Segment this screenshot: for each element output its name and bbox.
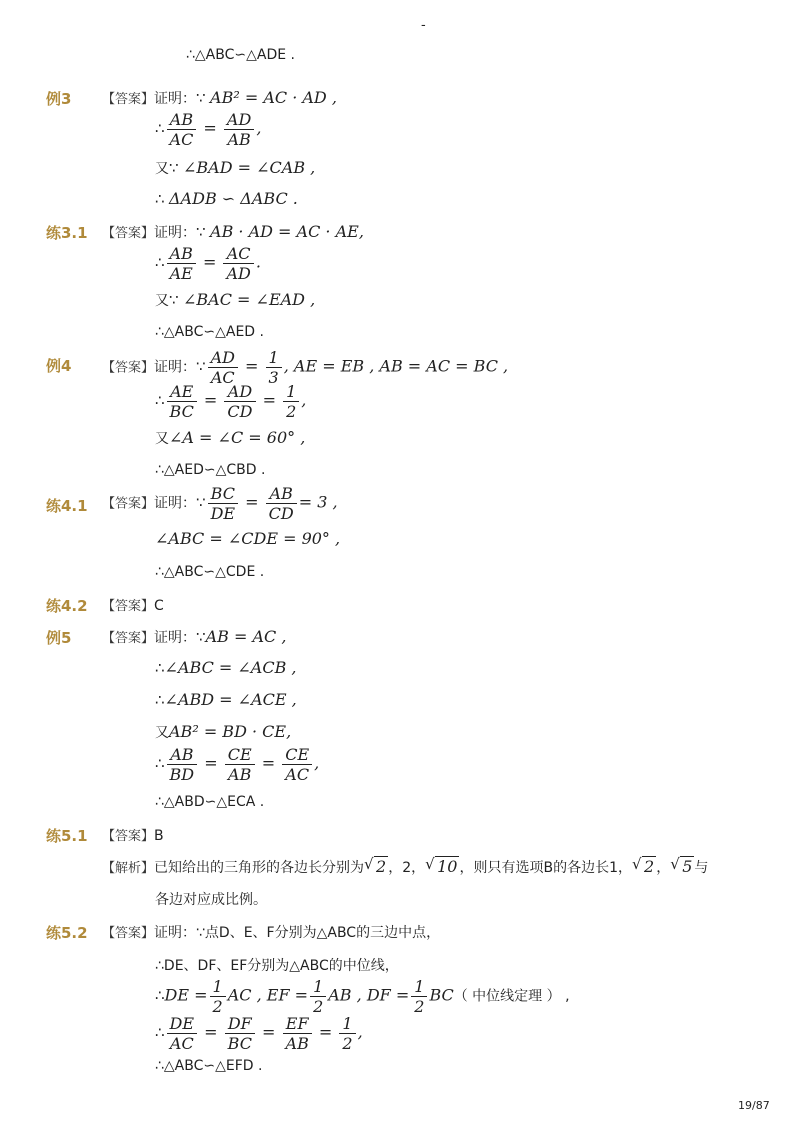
- ex31-line1: 【答案】证明：∵ AB · AD = AC · AE,: [102, 222, 364, 241]
- top-conclusion: ∴△ABC∽△ADE .: [186, 47, 295, 63]
- ex52-frac-d: $\frac{1}{2}$: [339, 1014, 355, 1053]
- ex3-label: 例3: [46, 90, 72, 108]
- ex4-line4: ∴△AED∽△CBD .: [155, 462, 266, 478]
- ex41-line1: 【答案】证明：∵ $\frac{BC}{DE}$ = $\frac{AB}{CD}$ = 3 ,: [102, 484, 338, 523]
- proof-word: 证明：: [154, 91, 197, 107]
- ex41-line2: ∠ABC = ∠CDE = 90° ,: [155, 529, 341, 548]
- ex5-frac-b: $\frac{CE}{AB}$: [225, 745, 255, 784]
- sqrt-10: √ 10: [425, 855, 458, 876]
- sqrt-5: √ 5: [670, 855, 693, 876]
- page-number: 19/87: [738, 1099, 770, 1112]
- ex41-frac-b: $\frac{AB}{CD}$: [266, 484, 297, 523]
- ex5-line5: ∴ $\frac{AB}{BD}$ = $\frac{CE}{AB}$ = $\frac{CE}{AC}$ ,: [155, 745, 320, 784]
- answer-tag: 【答案】: [102, 92, 155, 107]
- ex52-half-1: $\frac{1}{2}$: [210, 977, 226, 1016]
- ex41-frac-a: $\frac{BC}{DE}$: [208, 484, 239, 523]
- ex3-line3: 又∵ ∠BAD = ∠CAB ,: [155, 158, 316, 177]
- ex5-line2: ∴∠ABC = ∠ACB ,: [155, 658, 297, 677]
- therefore-symbol: ∴: [155, 119, 165, 138]
- ex52-half-2: $\frac{1}{2}$: [310, 977, 326, 1016]
- analysis-tag: 【解析】: [102, 861, 155, 876]
- ex3-line2: ∴ $\frac{AB}{AC}$ = $\frac{AD}{AB}$ ,: [155, 110, 262, 149]
- ex4-line2: ∴ $\frac{AE}{BC}$ = $\frac{AD}{CD}$ = $\frac{1}{2}$ ,: [155, 382, 307, 421]
- ex5-frac-a: $\frac{AB}{BD}$: [167, 745, 198, 784]
- ex42-label: 练4.2: [46, 597, 88, 615]
- ex4-label: 例4: [46, 357, 72, 375]
- ex4-line1: 【答案】证明：∵ $\frac{AD}{AC}$ = $\frac{1}{3}$ , AE = EB , AB = AC = BC ,: [102, 348, 509, 387]
- ex5-line6: ∴△ABD∽△ECA .: [155, 794, 265, 810]
- ex52-half-3: $\frac{1}{2}$: [411, 977, 427, 1016]
- ex51-analysis-line2: 各边对应成比例。: [155, 892, 267, 908]
- ex52-line5: ∴△ABC∽△EFD .: [155, 1058, 263, 1074]
- ex3-frac-right: $\frac{AD}{AB}$: [224, 110, 254, 149]
- ex3-frac-left: $\frac{AB}{AC}$: [167, 110, 197, 149]
- ex41-line3: ∴△ABC∽△CDE .: [155, 564, 265, 580]
- ex4-frac-d: $\frac{AD}{CD}$: [224, 382, 255, 421]
- ex42-line1: 【答案】C: [102, 598, 164, 614]
- ex4-frac-c: $\frac{AE}{BC}$: [167, 382, 197, 421]
- ex41-label: 练4.1: [46, 497, 88, 515]
- ex52-line3: ∴DE = $\frac{1}{2}$ AC , EF = $\frac{1}{2}$ AB , DF = $\frac{1}{2}$ BC（ 中位线定理 ） ,: [155, 977, 570, 1016]
- ex52-frac-c: $\frac{EF}{AB}$: [283, 1014, 312, 1053]
- ex5-line4: 又AB² = BD · CE,: [155, 722, 292, 741]
- ex52-line2: ∴DE、DF、EF分别为△ABC的中位线，: [155, 958, 399, 974]
- ex5-line3: ∴∠ABD = ∠ACE ,: [155, 690, 297, 709]
- ex3-eq1: AB² = AC · AD ,: [210, 88, 337, 107]
- ex31-frac-right: $\frac{AC}{AD}$: [223, 244, 253, 283]
- ex51-analysis: 【解析】已知给出的三角形的各边长分别为 √ 2 ，2， √ 10 ，则只有选项B的各边长1， √ 2 ， √ 5 与: [102, 855, 709, 876]
- ex4-frac-e: $\frac{1}{2}$: [283, 382, 299, 421]
- ex31-frac-left: $\frac{AB}{AE}$: [167, 244, 196, 283]
- ex52-frac-b: $\frac{DF}{BC}$: [225, 1014, 255, 1053]
- ex52-label: 练5.2: [46, 924, 88, 942]
- ex51-line1: 【答案】B: [102, 828, 164, 844]
- ex4-frac-b: $\frac{1}{3}$: [266, 348, 282, 387]
- ex4-frac-a: $\frac{AD}{AC}$: [208, 348, 238, 387]
- because-symbol: ∵: [196, 89, 206, 107]
- ex31-line2: ∴ $\frac{AB}{AE}$ = $\frac{AC}{AD}$ .: [155, 244, 261, 283]
- ex5-frac-c: $\frac{CE}{AC}$: [282, 745, 312, 784]
- ex52-line4: ∴ $\frac{DE}{AC}$ = $\frac{DF}{BC}$ = $\frac{EF}{AB}$ = $\frac{1}{2}$ ,: [155, 1014, 363, 1053]
- ex51-label: 练5.1: [46, 827, 88, 845]
- ex3-line4: ∴ ΔADB ∽ ΔABC .: [155, 189, 298, 208]
- ex31-line3: 又∵ ∠BAC = ∠EAD ,: [155, 290, 316, 309]
- ex31-label: 练3.1: [46, 224, 88, 242]
- sqrt-2: √ 2: [364, 855, 387, 876]
- ex5-line1: 【答案】证明：∵AB = AC ,: [102, 627, 287, 646]
- ex3-line1: [102, 88, 337, 108]
- ex52-frac-a: $\frac{DE}{AC}$: [167, 1014, 198, 1053]
- ex31-line4: ∴△ABC∽△AED .: [155, 324, 264, 340]
- header-dash: -: [421, 18, 426, 33]
- ex4-line3: 又∠A = ∠C = 60° ,: [155, 428, 306, 447]
- ex52-line1: 【答案】证明：∵点D、E、F分别为△ABC的三边中点，: [102, 925, 441, 941]
- sqrt-2b: √ 2: [632, 855, 655, 876]
- ex5-label: 例5: [46, 629, 72, 647]
